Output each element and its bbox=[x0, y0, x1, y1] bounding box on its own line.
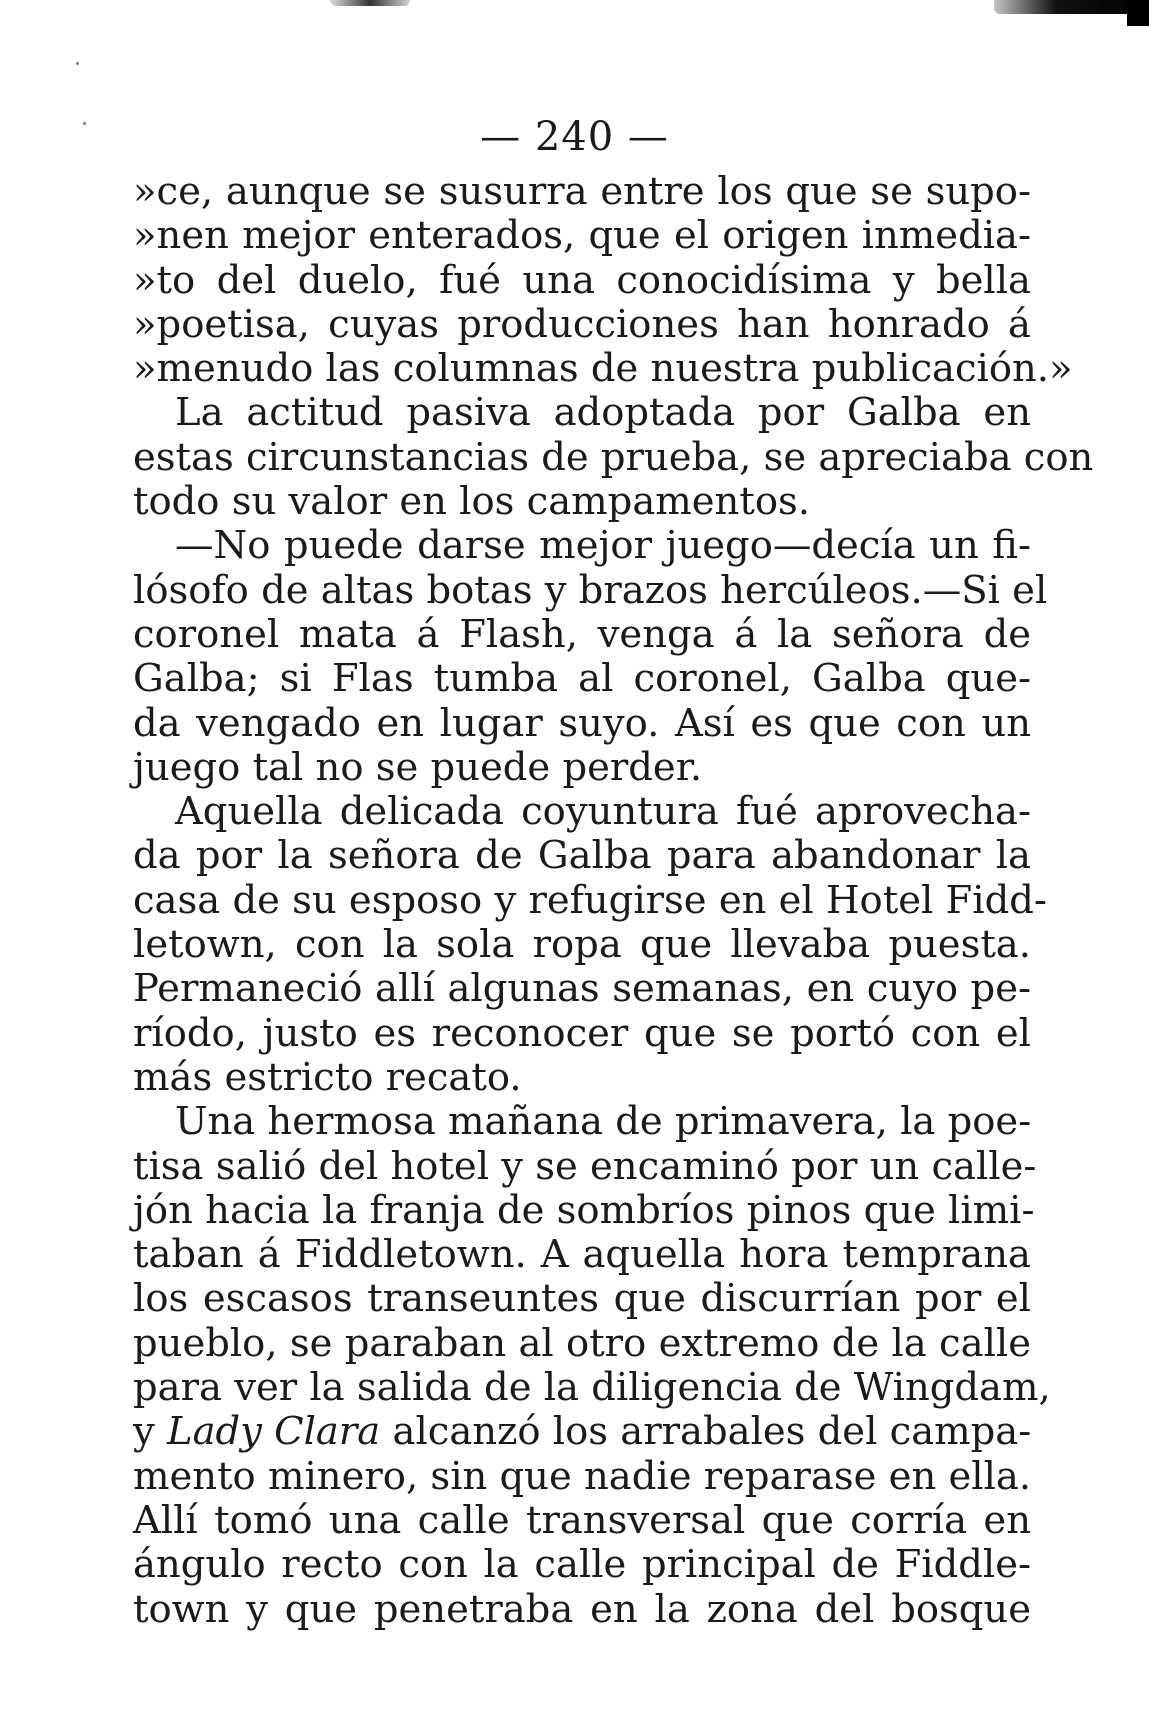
text-line: todo su valor en los campamentos. bbox=[133, 479, 811, 525]
body-text bbox=[133, 169, 1094, 1632]
text-segment: alcanzó los arrabales del campa- bbox=[380, 1409, 1032, 1455]
text-line: más estricto recato. bbox=[133, 1054, 522, 1100]
text-line: mento minero, sin que nadie reparase en ella. bbox=[133, 1453, 1032, 1499]
scan-mark-top-left bbox=[330, 0, 410, 6]
text-line bbox=[133, 1410, 1031, 1454]
text-line: Galba; si Flas tumba al coronel, Galba que- bbox=[133, 656, 1031, 702]
text-line: »menudo las columnas de nuestra publicación.» bbox=[133, 346, 1073, 392]
text-line: casa de su esposo y refugirse en el Hotel Fidd- bbox=[133, 877, 1047, 923]
text-line: jón hacia la franja de sombríos pinos que limi- bbox=[133, 1187, 1035, 1233]
text-line: ángulo recto con la calle principal de Fiddle- bbox=[133, 1542, 1031, 1588]
text-line: »ce, aunque se susurra entre los que se supo- bbox=[133, 169, 1031, 214]
text-line: para ver la salida de la diligencia de Wingdam, bbox=[133, 1365, 1051, 1411]
text-line: letown, con la sola ropa que llevaba puesta. bbox=[133, 922, 1031, 968]
text-line: estas circunstancias de prueba, se apreciaba con bbox=[133, 434, 1094, 480]
text-line: juego tal no se puede perder. bbox=[133, 744, 703, 790]
page-number: — 240 — bbox=[480, 114, 669, 160]
text-line: Allí tomó una calle transversal que corría en bbox=[133, 1497, 1031, 1543]
text-line: »to del duelo, fué una conocidísima y bella bbox=[133, 257, 1031, 303]
text-line: »nen mejor enterados, que el origen inmedia- bbox=[133, 213, 1031, 259]
text-line: da por la señora de Galba para abandonar la bbox=[133, 833, 1031, 879]
text-line: da vengado en lugar suyo. Así es que con un bbox=[133, 700, 1031, 746]
text-line: ríodo, justo es reconocer que se portó con el bbox=[133, 1010, 1031, 1056]
text-line: Permaneció allí algunas semanas, en cuyo pe- bbox=[133, 966, 1031, 1012]
text-line: town y que penetraba en la zona del bosque bbox=[133, 1586, 1031, 1632]
text-line: taban á Fiddletown. A aquella hora temprana bbox=[133, 1232, 1031, 1278]
text-line: coronel mata á Flash, venga á la señora de bbox=[133, 611, 1031, 657]
scan-speck bbox=[76, 62, 79, 65]
text-line: pueblo, se paraban al otro extremo de la calle bbox=[133, 1320, 1031, 1366]
scan-mark-top-right bbox=[994, 0, 1149, 14]
text-line: tisa salió del hotel y se encaminó por un calle- bbox=[133, 1143, 1037, 1189]
text-line: los escasos transeuntes que discurrían por el bbox=[133, 1276, 1031, 1322]
text-line: La actitud pasiva adoptada por Galba en bbox=[175, 390, 1031, 436]
text-segment: y bbox=[133, 1409, 167, 1455]
text-line: lósofo de altas botas y brazos hercúleos.—Si el bbox=[133, 567, 1048, 613]
text-line: —No puede darse mejor juego—decía un fi- bbox=[175, 523, 1031, 569]
text-line: »poetisa, cuyas producciones han honrado á bbox=[133, 301, 1031, 347]
italic-title: Lady Clara bbox=[167, 1409, 381, 1455]
text-line: Aquella delicada coyuntura fué aprovecha- bbox=[175, 789, 1031, 835]
text-line: Una hermosa mañana de primavera, la poe- bbox=[175, 1099, 1032, 1145]
